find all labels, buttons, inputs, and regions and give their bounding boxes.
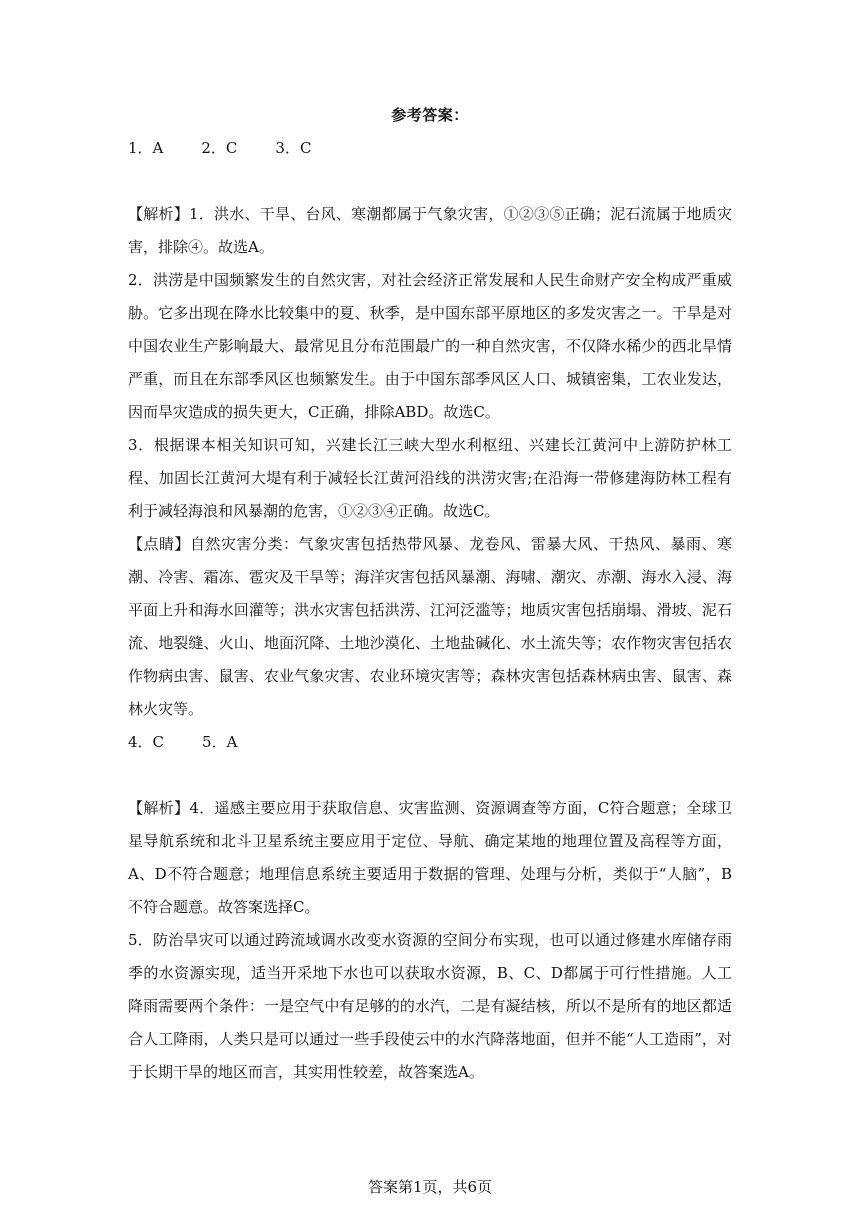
- spacer: [128, 759, 732, 792]
- analysis-q1: 【解析】1．洪水、干旱、台风、寒潮都属于气象灾害，①②③⑤正确；泥石流属于地质灾害，排除④。故选A。: [128, 205, 732, 256]
- tip-paragraph: 【点睛】自然灾害分类：气象灾害包括热带风暴、龙卷风、雷暴大风、干热风、暴雨、寒潮、冷害、霜冻、雹灾及干旱等；海洋灾害包括风暴潮、海啸、潮灾、赤潮、海水入浸、海平面上升和海水回灌等；洪水灾害包括洪涝、江河泛滥等；地质灾害包括崩塌、滑坡、泥石流、地裂缝、火山、地面沉降、土地沙漠化、土地盐碱化、水土流失等；农作物灾害包括农作物病虫害、鼠害、农业气象灾害、农业环境灾害等；森林灾害包括森林病虫害、鼠害、森林火灾等。: [128, 535, 732, 718]
- analysis-q2: 2．洪涝是中国频繁发生的自然灾害，对社会经济正常发展和人民生命财产安全构成严重威胁。它多出现在降水比较集中的夏、秋季，是中国东部平原地区的多发灾害之一。干旱是对中国农业生产影响最大、最常见且分布范围最广的一种自然灾害，不仅降水稀少的西北旱情严重，而且在东部季风区也频繁发生。由于中国东部季风区人口、城镇密集，工农业发达，因而旱灾造成的损失更大，C正确，排除ABD。故选C。: [128, 271, 732, 421]
- answer-content: [128, 132, 732, 1089]
- analysis-q5: 5．防治旱灾可以通过跨流域调水改变水资源的空间分布实现，也可以通过修建水库储存雨季的水资源实现，适当开采地下水也可以获取水资源，B、C、D都属于可行性措施。人工降雨需要两个条件：一是空气中有足够的的水汽，二是有凝结核，所以不是所有的地区都适合人工降雨，人类只是可以通过一些手段使云中的水汽降落地面，但并不能“人工造雨”，对于长期干旱的地区而言，其实用性较差，故答案选A。: [128, 931, 732, 1081]
- answer-4: 4．C: [128, 733, 165, 751]
- analysis-q4: 【解析】4．遥感主要应用于获取信息、灾害监测、资源调查等方面，C符合题意；全球卫星导航系统和北斗卫星系统主要应用于定位、导航、确定某地的地理位置及高程等方面，A、D不符合题意；地理信息系统主要适用于数据的管理、处理与分析，类似于“人脑”，B不符合题意。故答案选择C。: [128, 799, 732, 916]
- answer-1: 1．A: [128, 139, 164, 157]
- answer-key-group-1: [128, 132, 732, 165]
- answer-2: 2．C: [201, 139, 238, 157]
- analysis-q3: 3．根据课本相关知识可知，兴建长江三峡大型水利枢纽、兴建长江黄河中上游防护林工程、加固长江黄河大堤有利于减轻长江黄河沿线的洪涝灾害;在沿海一带修建海防林工程有利于减轻海浪和风暴潮的危害，①②③④正确。故选C。: [128, 436, 732, 520]
- spacer: [128, 165, 732, 198]
- page-footer: 答案第1页，共6页: [367, 1178, 493, 1196]
- answer-5: 5．A: [202, 733, 238, 751]
- answer-key-group-2: [128, 726, 732, 759]
- answer-3: 3．C: [275, 139, 312, 157]
- page-title: 参考答案：: [391, 106, 469, 124]
